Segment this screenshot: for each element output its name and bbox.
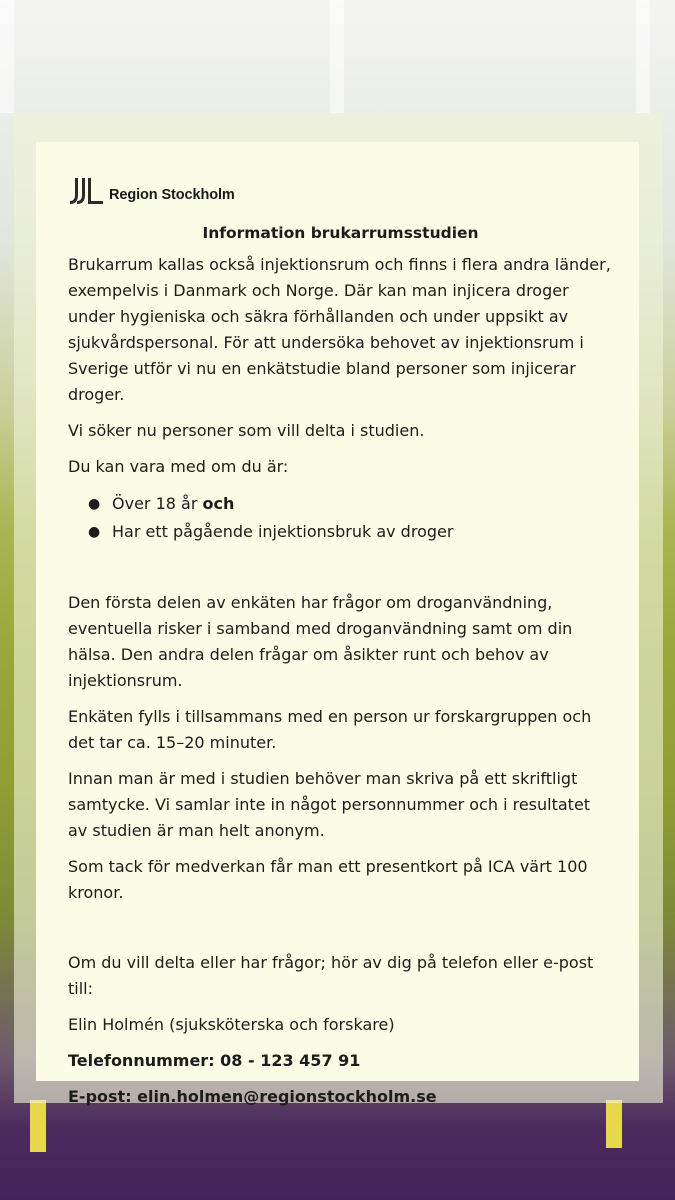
region-stockholm-logo-icon bbox=[68, 177, 104, 207]
reward-paragraph: Som tack för medverkan får man ett presentkort på ICA värt 100 kronor. bbox=[68, 857, 588, 902]
consent-paragraph: Innan man är med i studien behöver man skriva på ett skriftligt samtycke. Vi samlar inte in något personnummer och i resultatet av studien är man helt anonym. bbox=[68, 769, 591, 840]
information-card bbox=[36, 142, 639, 1106]
criteria-item-age-text: Över 18 år bbox=[112, 494, 198, 513]
spacer bbox=[68, 916, 613, 950]
criteria-item-usage bbox=[68, 518, 613, 546]
logo-wordmark: Region Stockholm bbox=[109, 187, 235, 203]
background-chair-leg-left bbox=[30, 1100, 46, 1152]
criteria-item-usage-text: Har ett pågående injektionsbruk av droger bbox=[112, 522, 454, 541]
criteria-list bbox=[68, 490, 613, 546]
page-title: Information brukarrumsstudien bbox=[202, 224, 479, 242]
background-window-frame-right bbox=[636, 0, 650, 113]
eligibility-paragraph: Du kan vara med om du är: bbox=[68, 457, 289, 476]
contact-person: Elin Holmén (sjuksköterska och forskare) bbox=[68, 1015, 395, 1034]
background-window-frame-center bbox=[330, 0, 344, 113]
contact-email[interactable]: E-post: elin.holmen@regionstockholm.se bbox=[68, 1087, 437, 1106]
criteria-item-age-conjunction: och bbox=[202, 494, 235, 513]
spacer bbox=[68, 556, 613, 590]
background-window-frame-left bbox=[0, 0, 14, 113]
bullet-icon: ● bbox=[88, 524, 101, 540]
criteria-item-age bbox=[68, 490, 613, 518]
contact-phone[interactable]: Telefonnummer: 08 - 123 457 91 bbox=[68, 1051, 361, 1070]
intro-paragraph: Brukarrum kallas också injektionsrum och finns i flera andra länder, exempelvis i Danmark och Norge. Där kan man injicera droger under hygieniska och säkra förhållanden och under uppsikt av sjukvårdspersonal. För att undersöka behovet av injektionsrum i Sverige utför vi nu en enkätstudie bland personer som injicerar droger. bbox=[68, 255, 611, 404]
contact-intro-paragraph: Om du vill delta eller har frågor; hör av dig på telefon eller e-post till: bbox=[68, 953, 594, 998]
duration-paragraph: Enkäten fylls i tillsammans med en person ur forskargruppen och det tar ca. 15–20 minuter. bbox=[68, 707, 592, 752]
seeking-paragraph: Vi söker nu personer som vill delta i studien. bbox=[68, 421, 425, 440]
bullet-icon: ● bbox=[88, 496, 101, 512]
region-stockholm-logo bbox=[68, 176, 613, 208]
survey-parts-paragraph: Den första delen av enkäten har frågor om droganvändning, eventuella risker i samband med droganvändning samt om din hälsa. Den andra delen frågar om åsikter runt och behov av injektionsrum. bbox=[68, 593, 573, 690]
